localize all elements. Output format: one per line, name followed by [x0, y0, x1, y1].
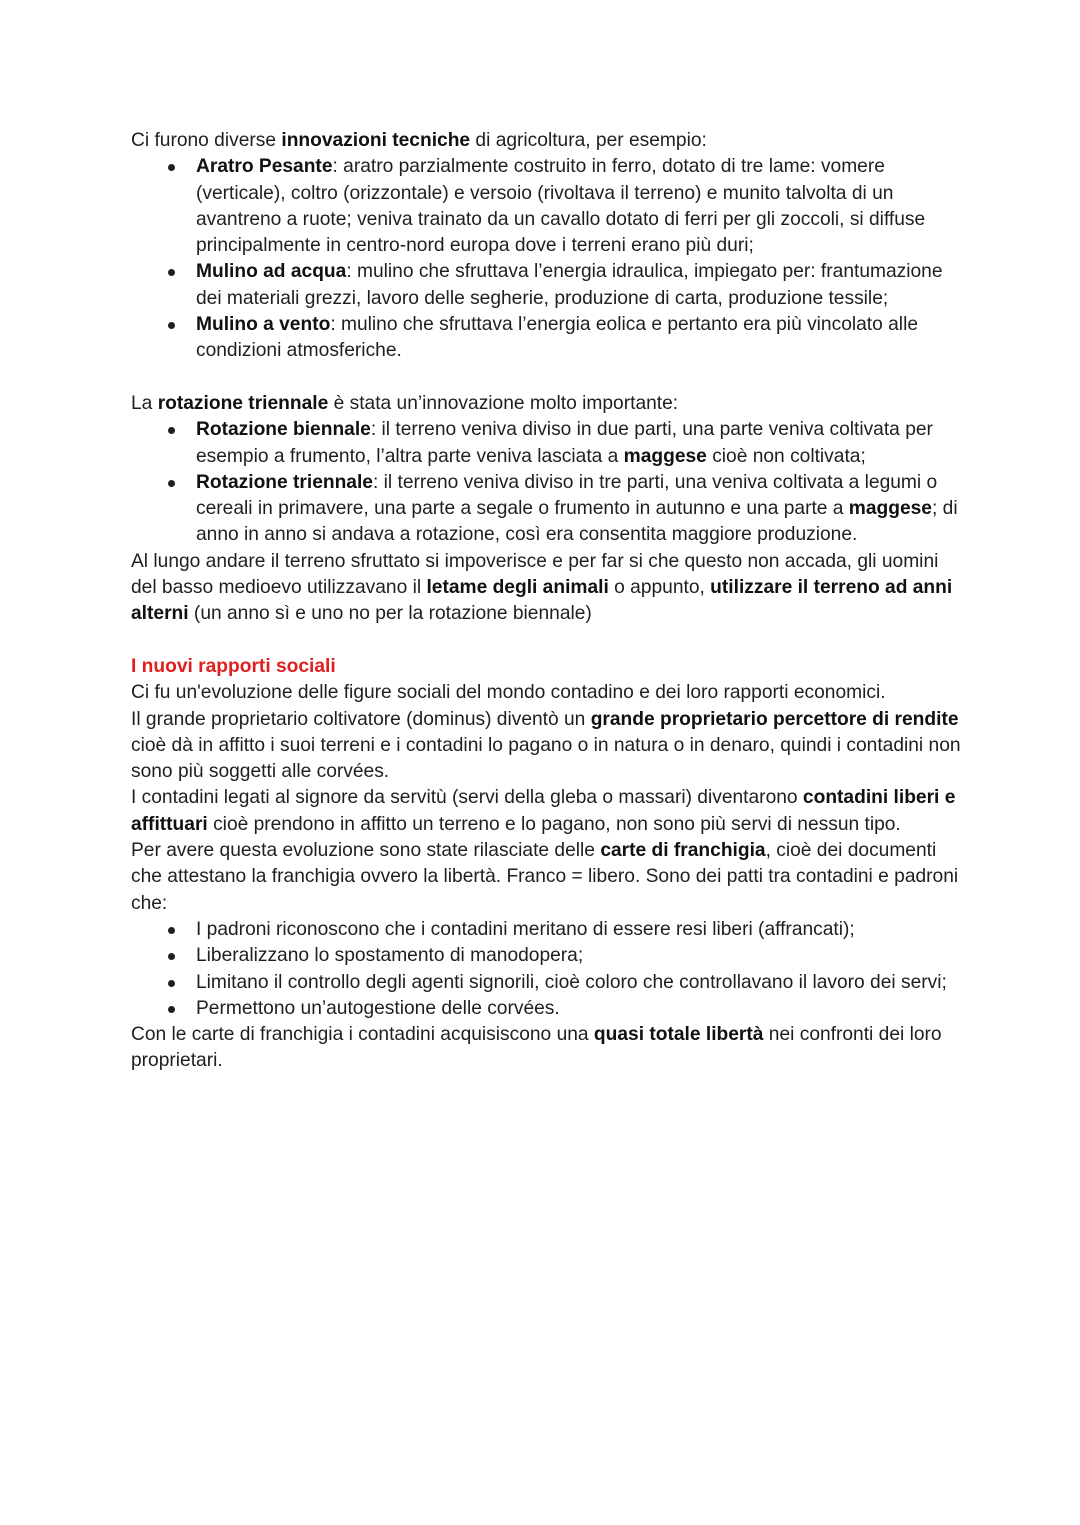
closing-paragraph: Con le carte di franchigia i contadini acquisiscono una quasi totale libertà nei confronti dei loro proprietari.	[131, 1024, 942, 1072]
bold-text: innovazioni tecniche	[281, 130, 471, 151]
list-item: Permettono un’autogestione delle corvées.	[196, 996, 961, 1022]
bold-text: Mulino ad acqua	[196, 261, 347, 283]
franchise-list	[131, 917, 961, 1022]
spacer	[131, 628, 961, 654]
list-item: Mulino ad acqua: mulino che sfruttava l’energia idraulica, impiegato per: frantumazione dei materiali grezzi, lavoro delle segherie, produzione di carta, produzione tessile;	[196, 259, 961, 312]
list-item: Liberalizzano lo spostamento di manodopera;	[196, 943, 961, 969]
spacer	[131, 365, 961, 391]
section-heading: I nuovi rapporti sociali	[131, 655, 336, 677]
list-item: Aratro Pesante: aratro parzialmente costruito in ferro, dotato di tre lame: vomere (verticale), coltro (orizzontale) e versoio (rivoltava il terreno) e munito talvolta di un avantreno a ruote; veniva trainato da un cavallo dotato di ferri per gli zoccoli, si diffuse principalmente in centro-nord europa dove i terreni erano più duri;	[196, 154, 961, 259]
rotation-outro: Al lungo andare il terreno sfruttato si impoverisce e per far si che questo non accada, gli uomini del basso medioevo utilizzavano il letame degli animali o appunto, utilizzare il terreno ad anni alterni (un anno sì e uno no per la rotazione biennale)	[131, 550, 953, 625]
bold-text: letame degli animali	[426, 577, 609, 599]
list-item: Rotazione biennale: il terreno veniva diviso in due parti, una parte veniva coltivata per esempio a frumento, l’altra parte veniva lasciata a maggese cioè non coltivata;	[196, 417, 961, 470]
bold-text: carte di franchigia	[600, 840, 766, 862]
bold-text: maggese	[623, 445, 707, 467]
bold-text: grande proprietario percettore di rendite	[590, 708, 959, 730]
innovations-list	[131, 154, 961, 364]
paragraph: Per avere questa evoluzione sono state rilasciate delle carte di franchigia, cioè dei documenti che attestano la franchigia ovvero la libertà. Franco = libero. Sono dei patti tra contadini e padroni che:	[131, 840, 959, 914]
bold-text: Aratro Pesante	[196, 156, 333, 178]
bold-text: Mulino a vento	[196, 314, 331, 336]
bold-text: utilizzare il terreno ad anni alterni	[131, 577, 953, 625]
list-item: Mulino a vento: mulino che sfruttava l’energia eolica e pertanto era più vincolato alle condizioni atmosferiche.	[196, 312, 961, 365]
paragraph: I contadini legati al signore da servitù (servi della gleba o massari) diventarono contadini liberi e affittuari cioè prendono in affitto un terreno e lo pagano, non sono più servi di nessun tipo.	[131, 787, 956, 835]
paragraph: Il grande proprietario coltivatore (dominus) diventò un grande proprietario percettore di rendite cioè dà in affitto i suoi terreni e i contadini lo pagano o in natura o in denaro, quindi i contadini non sono più soggetti alle corvées.	[131, 708, 961, 783]
bold-text: maggese	[848, 498, 932, 520]
bold-text: contadini liberi e affittuari	[131, 787, 956, 835]
list-item: I padroni riconoscono che i contadini meritano di essere resi liberi (affrancati);	[196, 917, 961, 943]
paragraph: Ci fu un'evoluzione delle figure sociali del mondo contadino e dei loro rapporti economici.	[131, 682, 886, 704]
rotation-list	[131, 417, 961, 548]
document-page	[131, 128, 961, 1075]
bold-text: quasi totale libertà	[593, 1024, 764, 1046]
rotation-intro: La rotazione triennale è stata un’innovazione molto importante:	[131, 392, 679, 414]
innovations-intro: Ci furono diverse innovazioni tecniche di agricoltura, per esempio:	[131, 130, 707, 151]
bold-text: Rotazione biennale	[196, 419, 371, 441]
bold-text: rotazione triennale	[157, 392, 329, 414]
list-item: Limitano il controllo degli agenti signorili, cioè coloro che controllavano il lavoro dei servi;	[196, 970, 961, 996]
list-item: Rotazione triennale: il terreno veniva diviso in tre parti, una veniva coltivata a legumi o cereali in primavere, una parte a segale o frumento in autunno e una parte a maggese; di anno in anno si andava a rotazione, così era consentita maggiore produzione.	[196, 470, 961, 549]
bold-text: Rotazione triennale	[196, 471, 373, 493]
